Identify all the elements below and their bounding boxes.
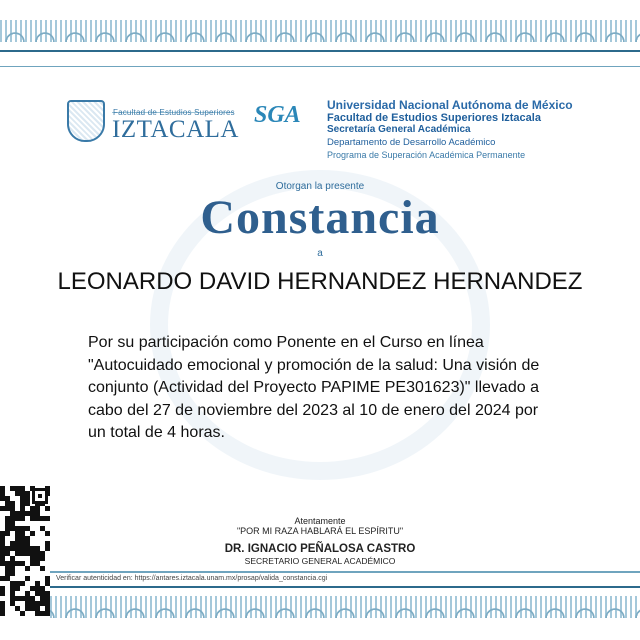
verify-url-text: Verificar autenticidad en: https://antares.iztacala.unam.mx/prosap/valida_constancia.cgi (56, 575, 328, 582)
verification-qr-code[interactable] (0, 486, 50, 620)
institution-program: Programa de Superación Académica Permanente (327, 150, 526, 160)
institution-department: Departamento de Desarrollo Académico (327, 136, 496, 148)
top-ornamental-border (0, 20, 640, 42)
signature-motto: "POR MI RAZA HABLARÁ EL ESPÍRITU" (236, 526, 404, 536)
certificate-title: Constancia (200, 191, 440, 244)
institution-faculty: Facultad de Estudios Superiores Iztacala (327, 111, 541, 124)
sga-logo: SGA (254, 102, 301, 128)
logo-iztacala: IZTACALA (112, 116, 239, 143)
bottom-divider-light (0, 571, 640, 573)
top-divider-light (0, 66, 640, 67)
bottom-ornamental-border (0, 596, 640, 618)
institution-block (327, 99, 573, 162)
bottom-divider-dark (0, 586, 640, 588)
institution-university: Universidad Nacional Autónoma de México (327, 98, 573, 112)
signer-role: SECRETARIO GENERAL ACADÉMICO (244, 556, 396, 566)
to-text: a (317, 248, 323, 259)
unam-seal-logo (67, 100, 105, 142)
signature-closing: Atentamente (294, 516, 346, 526)
recipient-name: LEONARDO DAVID HERNANDEZ HERNANDEZ (57, 268, 583, 295)
top-divider-dark (0, 50, 640, 52)
intro-text: Otorgan la presente (275, 181, 365, 192)
institution-secretariat: Secretaría General Académica (327, 124, 471, 135)
logo-faculty-small: Facultad de Estudios Superiores (113, 108, 235, 117)
certificate-body: Por su participación como Ponente en el Curso en línea "Autocuidado emocional y promoción de la salud: Una visión de conjunto (Actividad del Proyecto PAPIME PE301623)" llevado a cabo del 27 de noviembre del 2023 al 10 de enero del 2024 por un total de 4 horas. (88, 334, 540, 441)
signer-name: DR. IGNACIO PEÑALOSA CASTRO (224, 543, 416, 555)
